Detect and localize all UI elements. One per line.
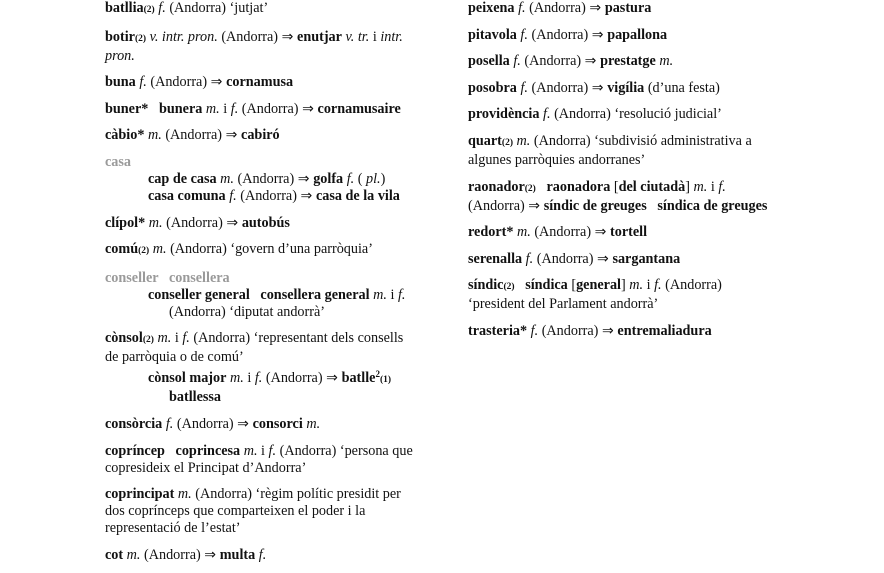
headword-text: síndic	[468, 277, 504, 294]
grammar-label: f.	[514, 0, 526, 16]
entry-main	[105, 101, 435, 118]
headword-text: multa	[219, 546, 256, 563]
entry-text: (Andorra) ‘govern d’una parròquia’	[166, 241, 373, 258]
dictionary-entry	[105, 241, 435, 260]
headword-text: cabiró	[241, 127, 280, 144]
grammar-label: pl.	[366, 170, 381, 187]
dictionary-entry	[468, 323, 798, 340]
sense-index: (2)	[524, 183, 536, 194]
dictionary-entry	[105, 330, 435, 406]
entry-main	[468, 133, 798, 169]
headword-text: cònsol major	[148, 370, 227, 387]
entry-text: i	[386, 286, 398, 303]
sense-index: (2)	[142, 335, 154, 346]
grammar-label: f.	[718, 178, 726, 195]
grammar-label: m.	[655, 53, 674, 70]
entry-text: (d’una festa)	[644, 79, 720, 96]
entry-text: (Andorra) ⇒	[161, 127, 242, 144]
headword-text: autobús	[241, 214, 290, 231]
entry-text: (Andorra) ‘règim polític presidit per	[191, 486, 401, 503]
subentry	[148, 171, 435, 188]
subentry	[148, 287, 435, 321]
grammar-label: f.	[343, 170, 355, 187]
grammar-label: m.	[216, 170, 234, 187]
headword-text: tortell	[610, 224, 648, 241]
right-column	[468, 0, 798, 350]
entry-main	[468, 53, 798, 70]
headword-text: síndic de greuges síndica de greuges	[543, 197, 768, 214]
headword-text: trasteria*	[468, 322, 528, 339]
entry-main	[105, 547, 435, 564]
headword-text: serenalla	[468, 250, 523, 267]
headword-text: peixena	[468, 0, 515, 16]
entry-text: (Andorra) ⇒	[162, 214, 242, 231]
entry-text: (Andorra) ‘jutjat’	[165, 0, 269, 16]
dictionary-entry	[105, 29, 435, 65]
entry-main	[468, 0, 798, 17]
grammar-label: f.	[268, 442, 277, 459]
grammar-label: m.	[302, 415, 321, 432]
entry-main	[105, 0, 435, 19]
dictionary-entry	[105, 154, 435, 205]
headword-text: consòrcia	[105, 415, 163, 432]
grammar-label: f.	[230, 100, 239, 117]
headword-text: posella	[468, 53, 510, 70]
headword-text: batlle	[341, 370, 376, 387]
entry-text: i	[243, 370, 255, 387]
entry-text: (Andorra) ⇒	[527, 79, 608, 96]
sense-index: 2	[375, 369, 380, 380]
grammar-label: intr.	[380, 28, 403, 45]
entry-main	[468, 106, 798, 123]
entry-text: )	[380, 170, 386, 187]
dictionary-entry	[468, 53, 798, 70]
dictionary-entry	[105, 0, 435, 19]
grammar-label: f.	[509, 53, 521, 70]
entry-text: (Andorra) ⇒	[217, 28, 298, 45]
entry-text: (Andorra) ‘representant dels consells	[189, 330, 404, 347]
dictionary-entry	[105, 101, 435, 118]
headword-text: cònsol	[105, 330, 143, 347]
entry-main	[468, 323, 798, 340]
entry-text: (Andorra) ⇒	[236, 187, 316, 204]
grammar-label: f.	[225, 187, 237, 204]
headword-text: del ciutadà	[618, 178, 686, 195]
entry-main	[468, 224, 798, 241]
entry-text: (Andorra) ⇒	[238, 100, 318, 117]
grammar-label: f.	[182, 330, 190, 347]
entry-text: (Andorra) ⇒	[262, 370, 342, 387]
entry-main	[105, 330, 435, 366]
grammar-label: f.	[254, 370, 263, 387]
grammar-label: v. intr. pron.	[146, 28, 218, 45]
dictionary-entry	[468, 106, 798, 123]
grammar-label: m.	[202, 100, 220, 117]
grammar-label: m.	[513, 224, 531, 241]
left-column	[105, 0, 435, 573]
headword-text: buna	[105, 74, 136, 91]
dictionary-entry	[468, 133, 798, 169]
group-heading: casa	[105, 153, 132, 170]
dictionary-entry	[105, 486, 435, 537]
dictionary-entry	[105, 215, 435, 232]
dictionary-entry	[468, 80, 798, 97]
grammar-label: f.	[162, 415, 174, 432]
entry-text: de parròquia o de comú’	[105, 349, 244, 366]
dictionary-entry	[468, 224, 798, 241]
entry-text: (Andorra) ⇒	[525, 0, 605, 16]
entry-main	[105, 29, 435, 65]
headword-text: càbio*	[105, 127, 145, 144]
grammar-label: m.	[226, 370, 244, 387]
entry-text: (Andorra) ⇒	[468, 197, 544, 214]
headword-text: golfa	[313, 170, 344, 187]
dictionary-entry	[105, 443, 435, 477]
grammar-label: f.	[154, 0, 166, 16]
entry-main	[105, 241, 435, 260]
sense-index: (2)	[138, 246, 150, 257]
entry-text: ]	[620, 277, 630, 294]
sense-index: (2)	[503, 282, 515, 293]
entry-text: copresideix el Principat d’Andorra’	[105, 459, 307, 476]
grammar-label: m.	[693, 178, 708, 195]
grammar-label: m.	[153, 330, 172, 347]
entry-text: (Andorra) ⇒	[538, 322, 618, 339]
grammar-label: m.	[174, 486, 192, 503]
headword-text: providència	[468, 106, 540, 123]
grammar-label: m.	[144, 127, 162, 144]
headword-text: casa de la vila	[315, 187, 400, 204]
dictionary-entry	[468, 0, 798, 17]
sense-index: (2)	[143, 5, 155, 15]
headword-text: sargantana	[612, 250, 681, 267]
grammar-label: pron.	[105, 47, 135, 64]
sense-index: (1)	[379, 375, 392, 386]
grammar-label: v. tr.	[341, 28, 370, 45]
entry-text: i	[171, 330, 183, 347]
dictionary-entry	[468, 251, 798, 268]
headword-text: síndica	[514, 277, 568, 294]
grammar-label: f.	[255, 546, 267, 563]
entry-text: (Andorra) ⇒	[527, 26, 608, 43]
dictionary-entry	[468, 179, 798, 215]
subentry	[148, 366, 435, 406]
grammar-label: f.	[522, 250, 534, 267]
headword-text: papallona	[607, 26, 668, 43]
headword-text: posobra	[468, 79, 517, 96]
dictionary-entry	[105, 74, 435, 91]
entry-text: (Andorra) ‘resolució judicial’	[550, 106, 722, 123]
headword-text: raonadora	[535, 178, 611, 195]
entry-text: i	[257, 442, 269, 459]
dictionary-entry	[105, 416, 435, 433]
grammar-label: f.	[135, 74, 147, 91]
grammar-label: m.	[123, 546, 141, 563]
headword-text: conseller general consellera general	[148, 286, 370, 303]
entry-text: [	[567, 277, 577, 294]
grammar-label: m.	[149, 241, 167, 258]
entry-main	[105, 443, 435, 477]
entry-text: i	[219, 100, 231, 117]
sense-index: (2)	[501, 137, 513, 148]
entry-text: (Andorra) ⇒	[140, 546, 220, 563]
grammar-label: f.	[516, 26, 528, 43]
grammar-label: m.	[629, 277, 644, 294]
headword-text: clípol*	[105, 214, 146, 231]
entry-text: ]	[685, 178, 694, 195]
entry-text: (Andorra) ‘persona que	[276, 442, 413, 459]
grammar-label: m.	[369, 286, 387, 303]
headword-text: batllessa	[169, 389, 222, 406]
entry-main	[105, 270, 435, 287]
headword-text: enutjar	[297, 28, 342, 45]
headword-text: pastura	[604, 0, 652, 16]
entry-text: ‘president del Parlament andorrà’	[468, 296, 659, 313]
grammar-label: m.	[145, 214, 163, 231]
entry-text: [	[610, 178, 619, 195]
entry-main	[105, 486, 435, 537]
entry-text: (Andorra) ⇒	[233, 170, 314, 187]
grammar-label: f.	[654, 277, 662, 294]
entry-text: representació de l’estat’	[105, 520, 241, 537]
subentry	[148, 188, 435, 205]
entry-main	[105, 215, 435, 232]
headword-text: redort*	[468, 224, 514, 241]
grammar-label: f.	[539, 106, 551, 123]
entry-text: (Andorra) ‘diputat andorrà’	[169, 303, 325, 320]
headword-text: cornamusaire	[317, 100, 401, 117]
headword-text: buner* bunera	[105, 100, 203, 117]
entry-main	[105, 127, 435, 144]
entry-main	[468, 277, 798, 313]
grammar-label: m.	[240, 442, 258, 459]
dictionary-entry	[468, 277, 798, 313]
headword-text: entremaliadura	[617, 322, 712, 339]
headword-text: cap de casa	[148, 170, 217, 187]
headword-text: copríncep coprincesa	[105, 442, 241, 459]
dictionary-entry	[105, 547, 435, 564]
entry-text: dos coprínceps que comparteixen el poder i la	[105, 503, 366, 520]
entry-text: i	[707, 178, 719, 195]
entry-text: (Andorra) ⇒	[530, 224, 611, 241]
entry-main	[468, 179, 798, 215]
grammar-label: m.	[512, 132, 531, 149]
entry-text: i	[643, 277, 655, 294]
entry-text: (Andorra) ⇒	[533, 250, 613, 267]
group-heading: conseller consellera	[105, 269, 230, 286]
headword-text: pitavola	[468, 26, 517, 43]
grammar-label: f.	[516, 79, 528, 96]
entry-text: i	[369, 28, 381, 45]
entry-text: (Andorra) ⇒	[146, 74, 227, 91]
entry-main	[468, 80, 798, 97]
headword-text: cot	[105, 546, 124, 563]
sense-index: (2)	[134, 33, 147, 44]
headword-text: vigília	[607, 79, 645, 96]
entry-text: (Andorra) ⇒	[173, 415, 253, 432]
entry-main	[105, 74, 435, 91]
headword-text: comú	[105, 241, 139, 258]
entry-main	[105, 416, 435, 433]
headword-text: coprincipat	[105, 486, 175, 503]
headword-text: general	[576, 277, 621, 294]
headword-text: botir	[105, 28, 135, 45]
dictionary-entry	[468, 27, 798, 44]
headword-text: consorci	[252, 415, 303, 432]
headword-text: quart	[468, 132, 502, 149]
entry-main	[105, 154, 435, 171]
entry-text: (	[354, 170, 367, 187]
entry-text: (Andorra) ⇒	[520, 53, 601, 70]
entry-text: (Andorra) ‘subdivisió administrativa a	[530, 132, 752, 149]
dictionary-entry	[105, 127, 435, 144]
headword-text: cornamusa	[226, 74, 294, 91]
entry-text: algunes parròquies andorranes’	[468, 151, 646, 168]
headword-text: prestatge	[600, 53, 656, 70]
dictionary-entry	[105, 270, 435, 321]
grammar-label: f.	[527, 322, 539, 339]
entry-text: (Andorra)	[661, 277, 722, 294]
grammar-label: f.	[397, 286, 406, 303]
headword-text: batllia	[105, 0, 144, 16]
entry-main	[468, 251, 798, 268]
headword-text: raonador	[468, 178, 525, 195]
headword-text: casa comuna	[148, 187, 226, 204]
entry-main	[468, 27, 798, 44]
